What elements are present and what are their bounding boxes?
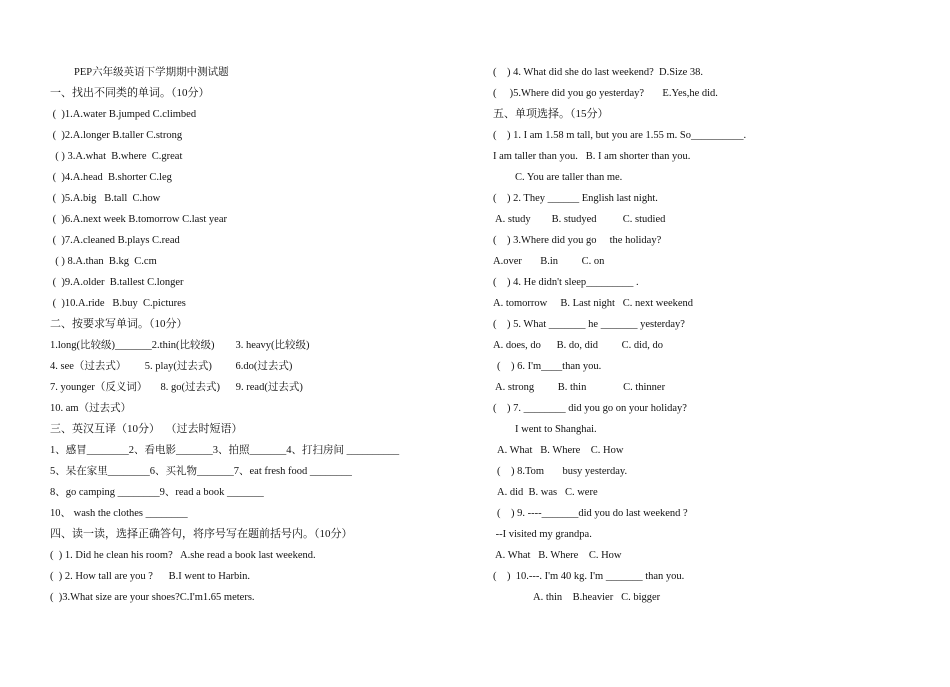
question-line: 10. am（过去式） — [50, 403, 132, 414]
option-line: A. What B. Where C. How — [497, 445, 624, 456]
question-line: ( )2.A.longer B.taller C.strong — [50, 130, 183, 141]
question-line: ( )9.A.older B.tallest C.longer — [50, 277, 184, 288]
question-line: ( )5.Where did you go yesterday? E.Yes,he did. — [493, 88, 718, 99]
question-line: 1.long(比较级)_______2.thin(比较级) 3. heavy(比较级) — [50, 340, 310, 351]
question-line: ( ) 6. I'm____than you. — [497, 361, 602, 372]
section-5-heading: 五、单项选择。（15分） — [493, 108, 609, 120]
question-line: ( ) 2. They ______ English last night. — [493, 193, 658, 204]
question-line: ( ) 8.Tom busy yesterday. — [497, 466, 628, 477]
option-line: A. What B. Where C. How — [493, 550, 622, 561]
question-line: ( ) 4. What did she do last weekend? D.Size 38. — [493, 67, 704, 78]
question-line: ( ) 4. He didn't sleep_________ . — [493, 277, 639, 288]
question-line: ( ) 5. What _______ he _______ yesterday? — [493, 319, 685, 330]
question-line: ( ) 10.---. I'm 40 kg. I'm _______ than you. — [493, 571, 685, 582]
page-title: PEP六年级英语下学期期中测试题 — [74, 67, 229, 78]
question-line: ( )5.A.big B.tall C.how — [50, 193, 161, 204]
question-line: ( ) 1. I am 1.58 m tall, but you are 1.55 m. So__________. — [493, 130, 747, 141]
option-line: A. does, do B. do, did C. did, do — [493, 340, 664, 351]
question-line: 8、go camping ________9、read a book _______ — [50, 487, 264, 498]
section-2-heading: 二、按要求写单词。（10分） — [50, 318, 188, 330]
question-line: ( ) 3.A.what B.where C.great — [50, 151, 183, 162]
option-line: A. thin B.heavier C. bigger — [533, 592, 661, 603]
section-1-heading: 一、找出不同类的单词。（10分） — [50, 87, 210, 99]
question-line: 7. younger（反义词） 8. go(过去式) 9. read(过去式) — [50, 382, 303, 393]
option-line: A. study B. studyed C. studied — [493, 214, 666, 225]
question-line: ( )4.A.head B.shorter C.leg — [50, 172, 172, 183]
question-line: ( ) 3.Where did you go the holiday? — [493, 235, 662, 246]
option-line: C. You are taller than me. — [515, 172, 623, 183]
section-3-heading: 三、英汉互译（10分） （过去时短语） — [50, 423, 243, 435]
question-line: 5、呆在家里________6、买礼物_______7、eat fresh food ________ — [50, 466, 352, 477]
question-line: ( )10.A.ride B.buy C.pictures — [50, 298, 186, 309]
question-line: ( )1.A.water B.jumped C.climbed — [50, 109, 197, 120]
question-line: ( ) 1. Did he clean his room? A.she read a book last weekend. — [50, 550, 316, 561]
option-line: A. strong B. thin C. thinner — [493, 382, 666, 393]
question-line: ( ) 7. ________ did you go on your holiday? — [493, 403, 687, 414]
question-line: ( ) 8.A.than B.kg C.cm — [50, 256, 157, 267]
option-line: --I visited my grandpa. — [493, 529, 592, 540]
question-line: 4. see（过去式） 5. play(过去式) 6.do(过去式) — [50, 361, 293, 372]
question-line: ( ) 9. ----_______did you do last weekend ? — [497, 508, 688, 519]
question-line: ( )7.A.cleaned B.plays C.read — [50, 235, 180, 246]
option-line: A. tomorrow B. Last night C. next weekend — [493, 298, 694, 309]
option-line: A.over B.in C. on — [493, 256, 605, 267]
question-line: ( )3.What size are your shoes?C.I'm1.65 meters. — [50, 592, 255, 603]
right-column — [493, 62, 913, 608]
section-4-heading: 四、读一读，选择正确答句，将序号写在题前括号内。（10分） — [50, 528, 353, 540]
option-line: I am taller than you. B. I am shorter than you. — [493, 151, 691, 162]
question-line: 1、感冒________2、看电影_______3、拍照_______4、打扫房间 __________ — [50, 445, 400, 456]
question-line: ( ) 2. How tall are you ? B.I went to Harbin. — [50, 571, 251, 582]
question-line: 10、 wash the clothes ________ — [50, 508, 188, 519]
left-column — [50, 62, 470, 608]
question-line: ( )6.A.next week B.tomorrow C.last year — [50, 214, 227, 225]
option-line: I went to Shanghai. — [515, 424, 597, 435]
option-line: A. did B. was C. were — [497, 487, 598, 498]
